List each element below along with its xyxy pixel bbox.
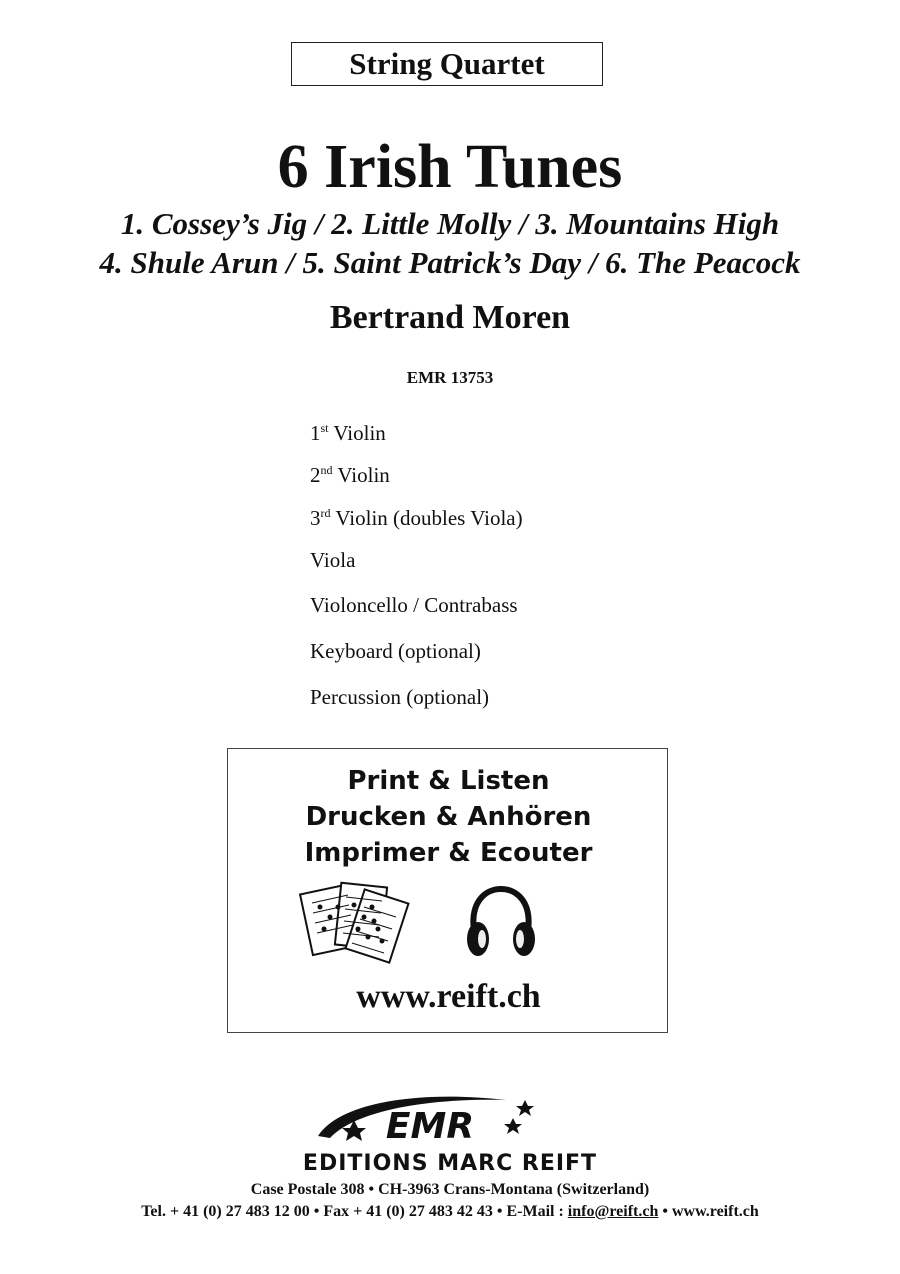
headphones-icon: [464, 883, 538, 963]
promo-website[interactable]: www.reift.ch: [356, 978, 541, 1015]
instrument-violin-2: 2nd Violin: [310, 463, 390, 487]
instrument-viola: Viola: [310, 548, 356, 572]
composer-name: Bertrand Moren: [329, 299, 571, 336]
publisher-name: EDITIONS MARC REIFT: [302, 1151, 598, 1176]
print-listen-box: [227, 748, 668, 1033]
promo-line-english: Print & Listen: [347, 766, 550, 796]
subtitle-line-1: 1. Cossey’s Jig / 2. Little Molly / 3. Mountains High: [120, 206, 780, 241]
instrument-cello: Violoncello / Contrabass: [310, 593, 518, 617]
instrument-percussion: Percussion (optional): [310, 685, 490, 709]
emr-logo-text: EMR: [385, 1106, 475, 1147]
publisher-contact: Tel. + 41 (0) 27 483 12 00 • Fax + 41 (0) 27 483 42 43 • E-Mail : info@reift.ch • www.reift.ch: [141, 1203, 759, 1220]
catalog-number: EMR 13753: [406, 368, 494, 387]
sheet-music-icon: [298, 877, 414, 967]
promo-line-german: Drucken & Anhören: [305, 802, 592, 832]
page-title: 6 Irish Tunes: [277, 133, 623, 201]
email-link[interactable]: info@reift.ch: [567, 1203, 659, 1220]
publisher-address: Case Postale 308 • CH-3963 Crans-Montana (Switzerland): [250, 1181, 650, 1198]
promo-line-french: Imprimer & Ecouter: [304, 838, 593, 868]
instrument-violin-3: 3rd Violin (doubles Viola): [310, 506, 523, 530]
instrument-violin-1: 1st Violin: [310, 421, 386, 445]
ensemble-label: String Quartet: [291, 42, 603, 86]
emr-logo: [310, 1090, 546, 1152]
subtitle-line-2: 4. Shule Arun / 5. Saint Patrick’s Day / 6. The Peacock: [99, 245, 801, 280]
instrument-keyboard: Keyboard (optional): [310, 639, 481, 663]
